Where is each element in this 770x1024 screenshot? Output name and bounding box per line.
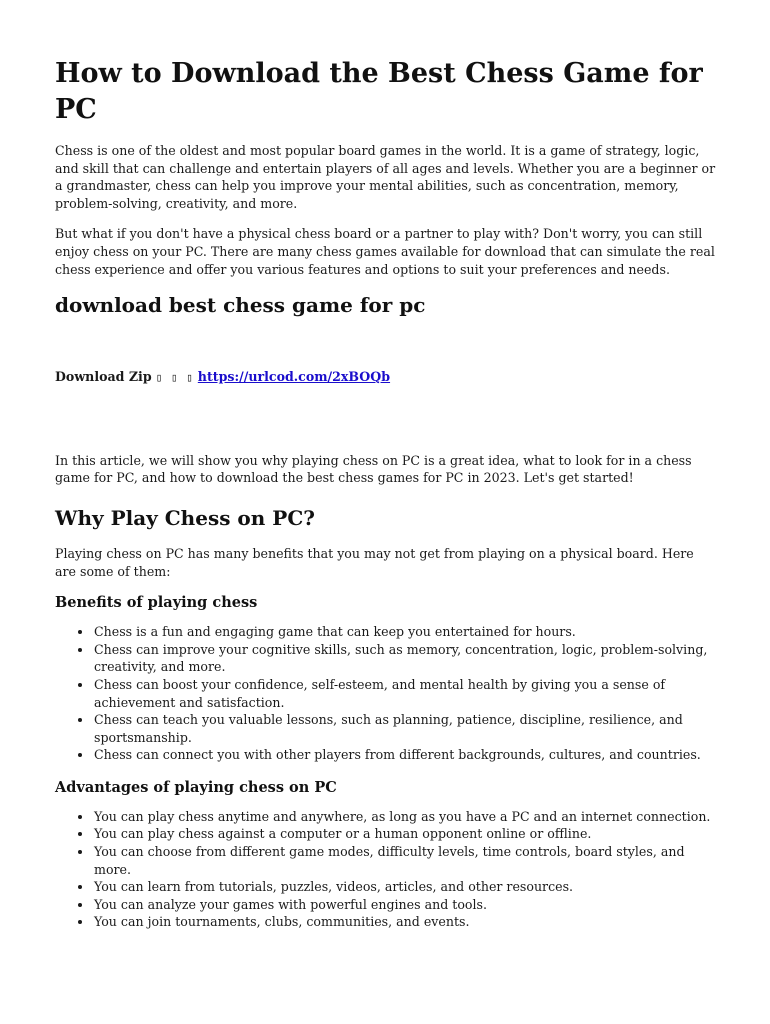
list-item: • Chess is a fun and engaging game that can keep you entertained for hours. xyxy=(93,623,716,641)
article-intro-paragraph: In this article, we will show you why playing chess on PC is a great idea, what to look for in a chess game for PC, and how to download the best chess games for PC in 2023. Let's get started! xyxy=(55,452,692,486)
advantages-list xyxy=(55,808,716,931)
list-item: • You can analyze your games with powerful engines and tools. xyxy=(93,896,716,914)
list-item: • You can play chess against a computer or a human opponent online or offline. xyxy=(93,825,716,843)
why-play-heading: Why Play Chess on PC? xyxy=(55,505,315,530)
list-item: • You can choose from different game modes, difficulty levels, time controls, board styles, and more. xyxy=(93,843,716,878)
advantages-heading: Advantages of playing chess on PC xyxy=(55,778,337,796)
list-item: • Chess can boost your confidence, self-esteem, and mental health by giving you a sense of achievement and satisfaction. xyxy=(93,676,716,711)
intro-paragraph-2: But what if you don't have a physical chess board or a partner to play with? Don't worry, you can still enjoy chess on your PC. There are many chess games available for download that can simulate the real chess experience and offer you various features and options to suit your preferences and needs. xyxy=(55,226,715,277)
list-item: • Chess can improve your cognitive skills, such as memory, concentration, logic, problem-solving, creativity, and more. xyxy=(93,641,716,676)
download-heading: download best chess game for pc xyxy=(55,293,426,318)
benefits-list xyxy=(55,623,716,764)
download-line xyxy=(55,368,716,387)
placeholder-glyphs: ▯ ▯ ▯ xyxy=(155,371,194,385)
list-item: • You can learn from tutorials, puzzles, videos, articles, and other resources. xyxy=(93,878,716,896)
list-item: • You can play chess anytime and anywhere, as long as you have a PC and an internet connection. xyxy=(93,808,716,826)
list-item: • Chess can teach you valuable lessons, such as planning, patience, discipline, resilience, and sportsmanship. xyxy=(93,711,716,746)
article-title: How to Download the Best Chess Game for PC xyxy=(55,58,703,125)
download-link[interactable]: https://urlcod.com/2xBOQb xyxy=(197,369,391,385)
list-item: • Chess can connect you with other players from different backgrounds, cultures, and countries. xyxy=(93,746,716,764)
intro-paragraph-1: Chess is one of the oldest and most popular board games in the world. It is a game of strategy, logic, and skill that can challenge and entertain players of all ages and levels. Whether you are a beginner or a grandmaster, chess can help you improve your mental abilities, such as concentration, memory, problem-solving, creativity, and more. xyxy=(55,143,716,211)
benefits-heading: Benefits of playing chess xyxy=(55,594,258,612)
why-play-paragraph: Playing chess on PC has many benefits that you may not get from playing on a physical board. Here are some of them: xyxy=(55,545,694,579)
list-item: • You can join tournaments, clubs, communities, and events. xyxy=(93,913,716,931)
download-zip-label: Download Zip xyxy=(55,369,152,385)
